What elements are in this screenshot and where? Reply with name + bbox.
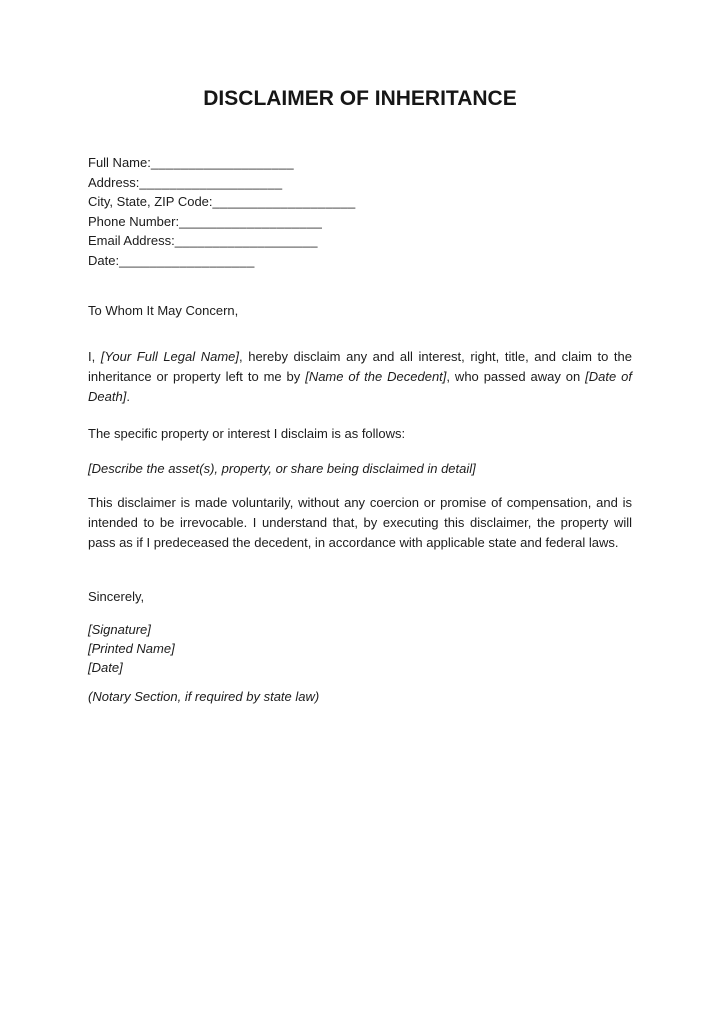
field-email-address [88,231,356,251]
field-full-name-label: Full Name: [88,155,151,170]
page-title: DISCLAIMER OF INHERITANCE [203,87,517,110]
field-phone-number-blank: ___________________ [179,213,323,229]
field-email-address-label: Email Address: [88,233,175,248]
field-email-address-blank: ___________________ [174,233,318,248]
date-placeholder: [Date] [88,660,123,675]
field-address-blank: ___________________ [139,174,283,190]
field-city-state-zip-label: City, State, ZIP Code: [88,194,213,209]
field-address [88,173,356,193]
specific-property-intro: The specific property or interest I disclaim is as follows: [88,426,406,441]
field-full-name [88,153,356,173]
field-city-state-zip-blank: ___________________ [212,194,356,209]
notary-note: (Notary Section, if required by state law) [88,689,320,704]
field-full-name-blank: ___________________ [150,155,294,170]
describe-asset-placeholder: [Describe the asset(s), property, or share being disclaimed in detail] [88,461,476,476]
signature-placeholder: [Signature] [88,622,151,637]
field-address-label: Address: [88,174,140,190]
field-date-label: Date: [88,252,120,268]
printed-name-placeholder: [Printed Name] [88,641,175,656]
salutation: To Whom It May Concern, [88,303,239,318]
field-date-blank: __________________ [119,252,255,268]
field-date [88,251,356,271]
disclaimer-paragraph: I, [Your Full Legal Name], hereby disclaim any and all interest, right, title, and claim to the inheritance or property left to me by [Name of the Decedent], who passed away on [Date of Death]. [88,349,633,404]
contact-info-block [88,153,356,270]
field-phone-number-label: Phone Number: [88,213,180,229]
field-phone-number [88,212,356,232]
field-city-state-zip [88,192,356,212]
signature-block [88,620,632,677]
closing-sincerely: Sincerely, [88,589,145,604]
voluntary-irrevocable-paragraph: This disclaimer is made voluntarily, without any coercion or promise of compensation, and is intended to be irrevocable. I understand that, by executing this disclaimer, the property will pass as if I predeceased the decedent, in accordance with applicable state and federal laws. [88,495,632,550]
